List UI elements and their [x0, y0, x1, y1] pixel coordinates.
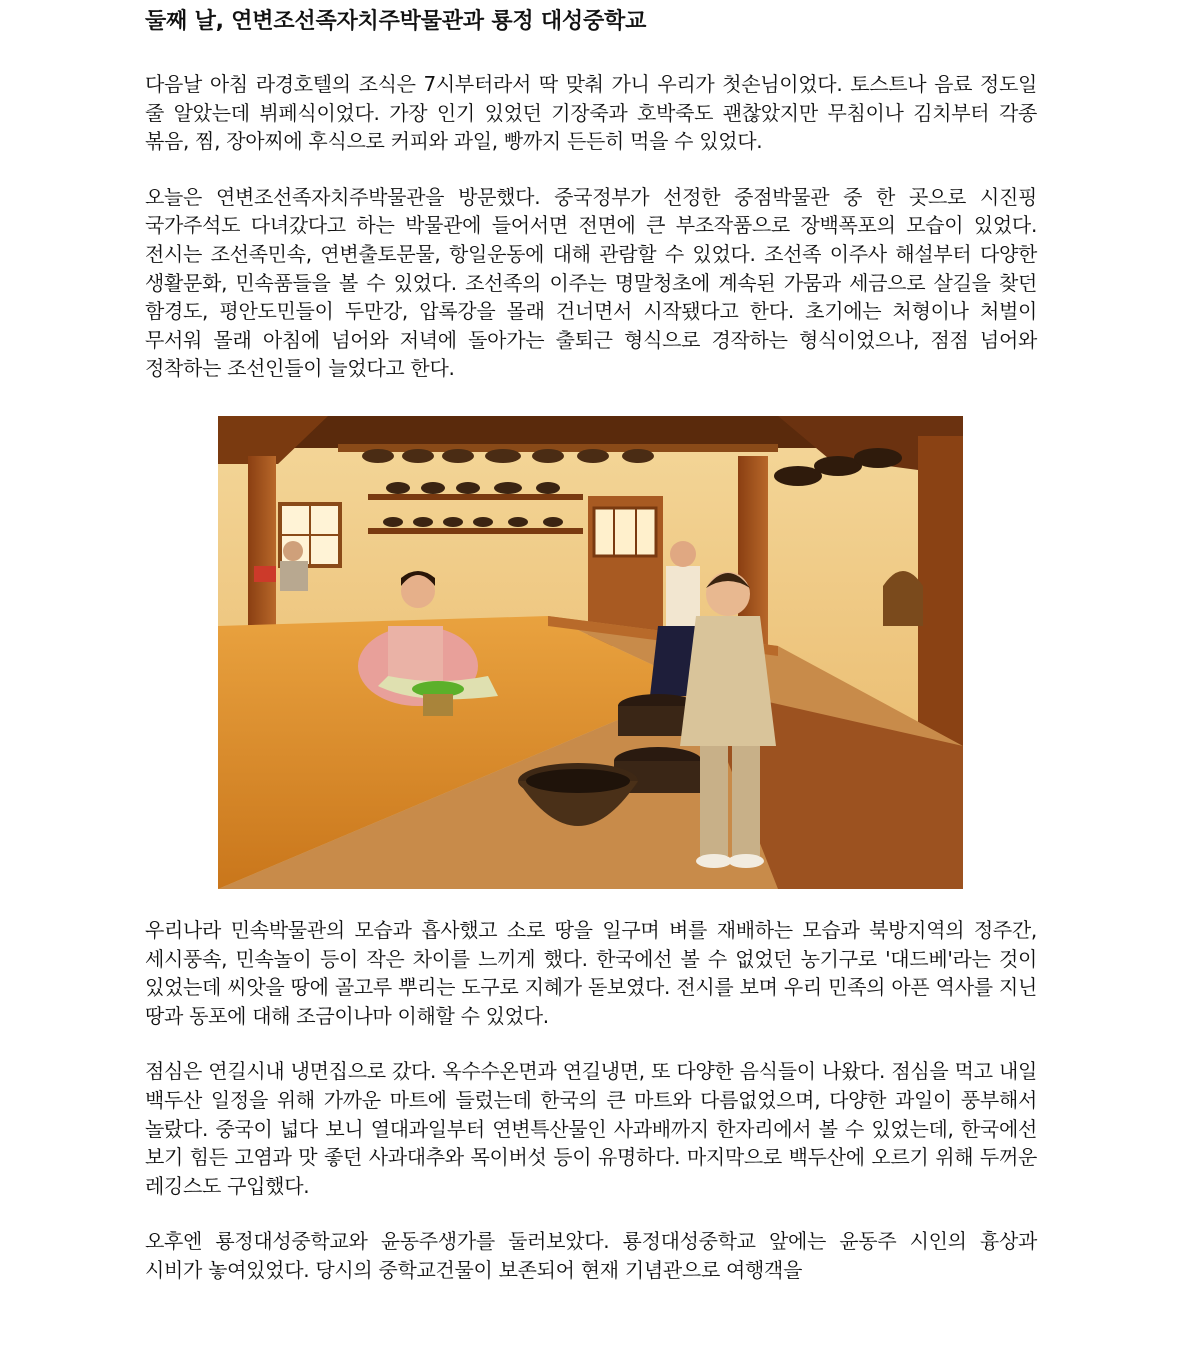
article-title: 둘째 날, 연변조선족자치주박물관과 룡정 대성중학교 — [145, 9, 647, 34]
paragraph-museum-visit: 오늘은 연변조선족자치주박물관을 방문했다. 중국정부가 선정한 중점박물관 중 한 곳으로 시진핑 국가주석도 다녀갔다고 하는 박물관에 들어서면 전면에 큰 부조작품으로 장백폭포의 모습이 있었다. 전시는 조선족민속, 연변출토문물, 항일운동에 대해 관람할 수 있었다. 조선족 이주사 해설부터 다양한 생활문화, 민속품들을 볼 수 있었다. 조선족의 이주는 명말청초에 계속된 가뭄과 세금으로 살길을 찾던 함경도, 평안도민들이 두만강, 압록강을 몰래 건너면서 시작됐다고 한다. 초기에는 처형이나 처벌이 무서워 몰래 아침에 넘어와 저녁에 돌아가는 출퇴근 형식으로 경작하는 형식이었으나, 점점 넘어와 정착하는 조선인들이 늘었다고 한다. — [145, 184, 1037, 381]
museum-kitchen-photo — [218, 416, 963, 889]
paragraph-breakfast: 다음날 아침 라경호텔의 조식은 7시부터라서 딱 맞춰 가니 우리가 첫손님이었다. 토스트나 음료 정도일 줄 알았는데 뷔페식이었다. 가장 인기 있었던 기장죽과 호박죽도 괜찮았지만 무침이나 김치부터 각종 볶음, 찜, 장아찌에 후식으로 커피와 과일, 빵까지 든든히 먹을 수 있었다. — [145, 72, 1037, 154]
paragraph-daesung-school: 오후엔 룡정대성중학교와 윤동주생가를 둘러보았다. 룡정대성중학교 앞에는 윤동주 시인의 흉상과 시비가 놓여있었다. 당시의 중학교건물이 보존되어 현재 기념관으로 여행객을 — [145, 1229, 1037, 1282]
document-page — [145, 0, 1037, 1284]
paragraph-lunch-market: 점심은 연길시내 냉면집으로 갔다. 옥수수온면과 연길냉면, 또 다양한 음식들이 나왔다. 점심을 먹고 내일 백두산 일정을 위해 가까운 마트에 들렀는데 한국의 큰 마트와 다름없었으며, 다양한 과일이 풍부해서 놀랐다. 중국이 넓다 보니 열대과일부터 연변특산물인 사과배까지 한자리에서 볼 수 있었는데, 한국에선 보기 힘든 고염과 맛 좋던 사과대추와 목이버섯 등이 유명하다. 마지막으로 백두산에 오르기 위해 두꺼운 레깅스도 구입했다. — [145, 1059, 1037, 1198]
paragraph-folk-exhibit: 우리나라 민속박물관의 모습과 흡사했고 소로 땅을 일구며 벼를 재배하는 모습과 북방지역의 정주간, 세시풍속, 민속놀이 등이 작은 차이를 느끼게 했다. 한국에선 볼 수 없었던 농기구로 '대드베'라는 것이 있었는데 씨앗을 땅에 골고루 뿌리는 도구로 지혜가 돋보였다. 전시를 보며 우리 민족의 아픈 역사를 지닌 땅과 동포에 대해 조금이나마 이해할 수 있었다. — [145, 917, 1037, 1028]
